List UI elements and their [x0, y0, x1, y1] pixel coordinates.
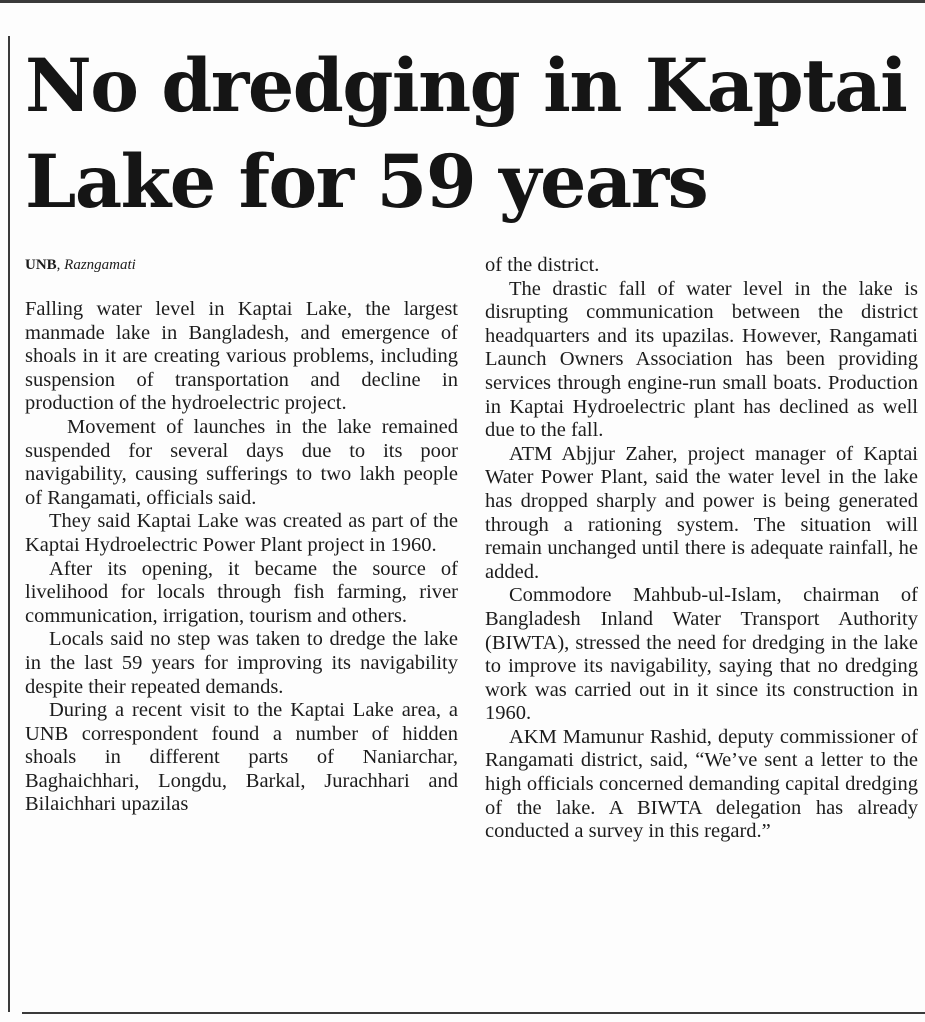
article-column-left: [25, 298, 458, 817]
paragraph: AKM Mamunur Rashid, deputy commissioner of Rangamati district, said, “We’ve sent a letter to the high officials concerned demanding capital dredging of the lake. A BIWTA delegation has already conducted a survey in this regard.”: [485, 725, 918, 843]
paragraph: of the district.: [485, 254, 600, 276]
paragraph: During a recent visit to the Kaptai Lake area, a UNB correspondent found a number of hidden shoals in different parts of Naniarchar, Baghaichhari, Longdu, Barkal, Jurachhari and Bilaichhari upazilas: [25, 699, 458, 816]
paragraph: They said Kaptai Lake was created as part of the Kaptai Hydroelectric Power Plant project in 1960.: [25, 510, 458, 556]
paragraph: Falling water level in Kaptai Lake, the largest manmade lake in Bangladesh, and emergence of shoals in it are creating various problems, including suspension of transportation and decline in production of the hydroelectric project.: [25, 298, 458, 415]
byline-location: Razngamati: [64, 257, 136, 273]
paragraph: Commodore Mahbub-ul-Islam, chairman of Bangladesh Inland Water Transport Authority (BIWTA), stressed the need for dredging in the lake to improve its navigability, saying that no dredging work was carried out in it since its construction in 1960.: [485, 584, 918, 725]
paragraph: After its opening, it became the source of livelihood for locals through fish farming, river communication, irrigation, tourism and others.: [25, 557, 458, 627]
article-column-right: [485, 254, 918, 844]
top-rule: [0, 0, 925, 3]
paragraph: Locals said no step was taken to dredge the lake in the last 59 years for improving its navigability despite their repeated demands.: [25, 628, 458, 698]
paragraph: ATM Abjjur Zaher, project manager of Kaptai Water Power Plant, said the water level in the lake has dropped sharply and power is being generated through a rationing system. The situation will remain unchanged until there is adequate rainfall, he added.: [485, 442, 918, 583]
left-column-rule: [8, 36, 10, 1012]
byline-agency: UNB: [25, 257, 57, 273]
bottom-rule: [22, 1012, 925, 1014]
paragraph: The drastic fall of water level in the lake is disrupting communication between the district headquarters and its upazilas. However, Rangamati Launch Owners Association has been providing services through engine-run small boats. Production in Kaptai Hydroelectric plant has declined as well due to the fall.: [485, 277, 918, 442]
paragraph: Movement of launches in the lake remained suspended for several days due to its poor navigability, causing sufferings to two lakh people of Rangamati, officials said.: [25, 415, 458, 509]
article-headline: No dredging in Kaptai Lake for 59 years: [25, 43, 907, 225]
byline: UNB, Razngamati: [25, 257, 136, 273]
